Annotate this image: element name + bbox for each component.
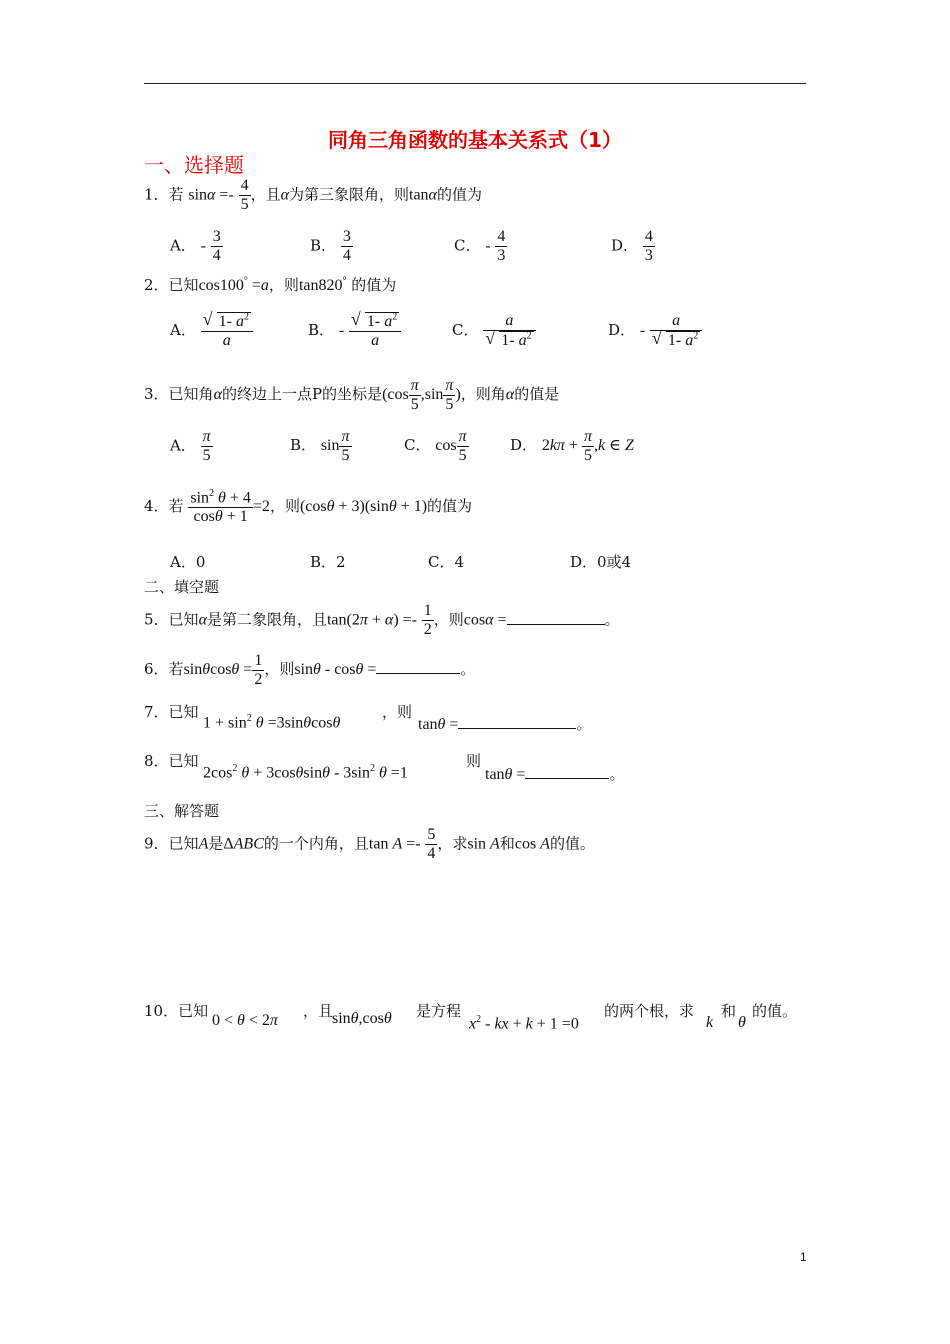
- question-number: 7．: [144, 703, 169, 721]
- q10-theta: θ: [738, 1014, 746, 1031]
- question-3: [144, 377, 559, 414]
- math-expression: sinθcosθ = $\frac{1}{2}$: [183, 652, 263, 688]
- question-number: 4．: [144, 497, 169, 516]
- question-text: 是第二象限角，且: [206, 610, 327, 629]
- question-text: 已知: [168, 752, 199, 770]
- option-label: D．: [611, 236, 639, 255]
- question-number: 3．: [144, 385, 169, 404]
- q8-then: 则: [466, 752, 482, 770]
- question-2: [144, 274, 396, 295]
- option-label: B．: [290, 436, 317, 455]
- q10-k: k: [706, 1014, 714, 1031]
- q10-range: 0 < θ < 2π: [212, 1012, 278, 1029]
- q10-text-d: 和: [721, 1002, 737, 1020]
- question-text: 是: [208, 834, 224, 853]
- question-text: 若: [168, 185, 184, 204]
- question-text: 若: [168, 660, 184, 679]
- question-text: ，则: [269, 497, 300, 516]
- question-number: 2．: [144, 276, 169, 294]
- question-text: 。: [576, 715, 592, 733]
- question-text: 的值为: [436, 185, 482, 204]
- q2-option-a[interactable]: A． √ 1- $a^2$ a: [170, 312, 253, 350]
- answer-blank[interactable]: [507, 610, 605, 625]
- question-text: 为第三象限角，则: [288, 185, 409, 204]
- math-expression: tanα: [409, 186, 437, 204]
- q4-option-c[interactable]: C．4: [428, 553, 465, 571]
- math-expression: cos100° =a: [198, 275, 269, 294]
- option-label: A．: [170, 321, 196, 340]
- question-number: 10．: [144, 1002, 179, 1020]
- question-text: 已知: [168, 703, 199, 721]
- question-text: ，则: [433, 610, 464, 629]
- question-text: 。: [609, 765, 625, 783]
- q10-equation: $x^2$ - kx + k + 1 =0: [469, 1014, 579, 1033]
- q4-option-b[interactable]: B．2: [310, 553, 346, 571]
- fraction: $\frac{\sin^2 \theta + 4}{\cos\theta + 1}$: [190, 488, 251, 526]
- question-text: 的值为: [351, 276, 397, 294]
- question-text: ，则角: [460, 385, 506, 404]
- q2-option-d[interactable]: D． - a √ 1- $a^2$: [608, 312, 702, 350]
- question-text: 的值是: [514, 385, 560, 404]
- question-text: 已知: [178, 1002, 209, 1020]
- q1-option-d[interactable]: D． $\frac{4}{3}$: [611, 228, 653, 264]
- q3-option-d[interactable]: D． 2kπ + $\frac{\pi}{5}$ ,k ∈ Z: [510, 428, 634, 464]
- question-text: 的值。: [549, 834, 595, 853]
- question-5: 5．已知α是第二象限角，且tan(2π + α) =- $\frac{1}{2}$ ，则cosα = 。: [144, 602, 620, 638]
- q2-option-c[interactable]: C． a √ 1- $a^2$: [452, 312, 536, 350]
- question-8: [144, 750, 199, 771]
- question-text: ，则: [264, 660, 295, 679]
- section-heading-choice: 一、选择题: [144, 153, 244, 177]
- q10-text-a: ，且: [303, 1002, 334, 1020]
- q1-option-a[interactable]: A． - $\frac{3}{4}$: [170, 228, 221, 264]
- question-9: 9．已知A是ΔABC的一个内角，且tan A =- $\frac{5}{4}$ ，求sin A和cos A的值。: [144, 826, 595, 862]
- q8-answer: tanθ = 。: [485, 765, 625, 783]
- question-text: 和: [499, 834, 515, 853]
- question-1: [144, 177, 482, 214]
- page-title: 同角三角函数的基本关系式（1）: [328, 128, 622, 152]
- question-text: 。: [460, 660, 476, 679]
- q7-answer: tanθ = 。: [418, 715, 592, 733]
- math-expression: ΔABC: [223, 835, 264, 853]
- math-expression: sinα =-: [188, 186, 234, 204]
- math-symbol: α: [213, 386, 222, 404]
- option-label: D．: [608, 321, 636, 340]
- question-number: 5．: [144, 610, 169, 629]
- question-number: 9．: [144, 834, 169, 853]
- math-expression: tan820°: [298, 275, 347, 294]
- answer-blank[interactable]: [525, 764, 609, 779]
- option-label: C．: [404, 436, 431, 455]
- answer-blank[interactable]: [458, 714, 576, 729]
- question-text: 已知: [168, 276, 199, 294]
- math-expression: (cos $\frac{\pi}{5}$ ,sin $\frac{\pi}{5}$ ): [382, 377, 461, 413]
- math-symbol: α: [505, 386, 515, 404]
- question-text: ，则: [268, 276, 299, 294]
- option-label: C．: [452, 321, 479, 340]
- q7-then: ，则: [382, 703, 413, 721]
- option-label: C．: [454, 236, 481, 255]
- question-text: 已知: [168, 834, 199, 853]
- q10-text-b: 是方程: [416, 1002, 462, 1020]
- question-number: 8．: [144, 752, 169, 770]
- question-4: 4．若 $\frac{\sin^2 \theta + 4}{\cos\theta + 1}$ =2，则(cosθ + 3)(sinθ + 1)的值为: [144, 488, 473, 526]
- q10-text-e: 的值。: [752, 1002, 798, 1020]
- math-symbol: α: [198, 611, 207, 629]
- math-expression: (cosθ + 3)(sinθ + 1): [299, 498, 428, 516]
- question-10: [144, 1000, 208, 1021]
- q1-option-b[interactable]: B． $\frac{3}{4}$: [310, 228, 351, 264]
- question-text: 的值为: [427, 497, 473, 516]
- question-text: ，且: [250, 185, 281, 204]
- question-text: ，求: [437, 834, 468, 853]
- option-label: A．: [170, 436, 196, 455]
- option-label: A．: [170, 236, 196, 255]
- math-expression: tan(2π + α) =-: [326, 611, 417, 629]
- option-label: B．: [310, 236, 337, 255]
- question-number: 6．: [144, 660, 169, 679]
- q4-option-d[interactable]: D．0或4: [570, 553, 632, 571]
- question-text: 。: [604, 610, 620, 629]
- page-number: 1: [800, 1250, 807, 1264]
- question-6: 6．若sinθcosθ = $\frac{1}{2}$ ，则sinθ - cosθ = 。: [144, 652, 476, 688]
- q3-option-b[interactable]: B． sin $\frac{\pi}{5}$: [290, 428, 350, 464]
- q1-option-c[interactable]: C． - $\frac{4}{3}$: [454, 228, 506, 264]
- question-number: 1．: [144, 185, 169, 204]
- question-text: 的一个内角，且: [263, 834, 369, 853]
- q10-roots: sinθ,cosθ: [332, 1010, 392, 1027]
- q3-option-a[interactable]: A． $\frac{\pi}{5}$: [170, 428, 211, 464]
- question-text: 的终边上一点P的坐标是: [221, 385, 383, 404]
- q10-text-c: 的两个根，求: [604, 1002, 695, 1020]
- question-text: 已知: [168, 610, 199, 629]
- math-symbol: α: [280, 186, 289, 204]
- section-heading-fill: 二、填空题: [144, 578, 220, 596]
- option-label: D．: [510, 436, 538, 455]
- question-text: 若: [168, 497, 184, 516]
- question-7: [144, 701, 199, 722]
- q8-equation: $2\cos^2$ $\theta + 3\cos\theta\sin\theta - 3\sin^2$ θ =1: [203, 763, 408, 782]
- question-text: 已知角: [168, 385, 214, 404]
- answer-blank[interactable]: [376, 659, 460, 674]
- q3-option-c[interactable]: C． cos $\frac{\pi}{5}$: [404, 428, 467, 464]
- fraction: $\frac{4}{5}$: [240, 177, 249, 213]
- option-label: B．: [308, 321, 335, 340]
- math-symbol: A: [198, 835, 209, 853]
- q4-option-a[interactable]: A．0: [170, 553, 206, 571]
- section-heading-solve: 三、解答题: [144, 802, 220, 820]
- q7-equation: $1 + \sin^2 \theta =3\sin\theta\cos\theta$: [203, 713, 341, 732]
- q2-option-b[interactable]: B． - √ 1- $a^2$ a: [308, 312, 401, 350]
- header-rule: [144, 83, 806, 84]
